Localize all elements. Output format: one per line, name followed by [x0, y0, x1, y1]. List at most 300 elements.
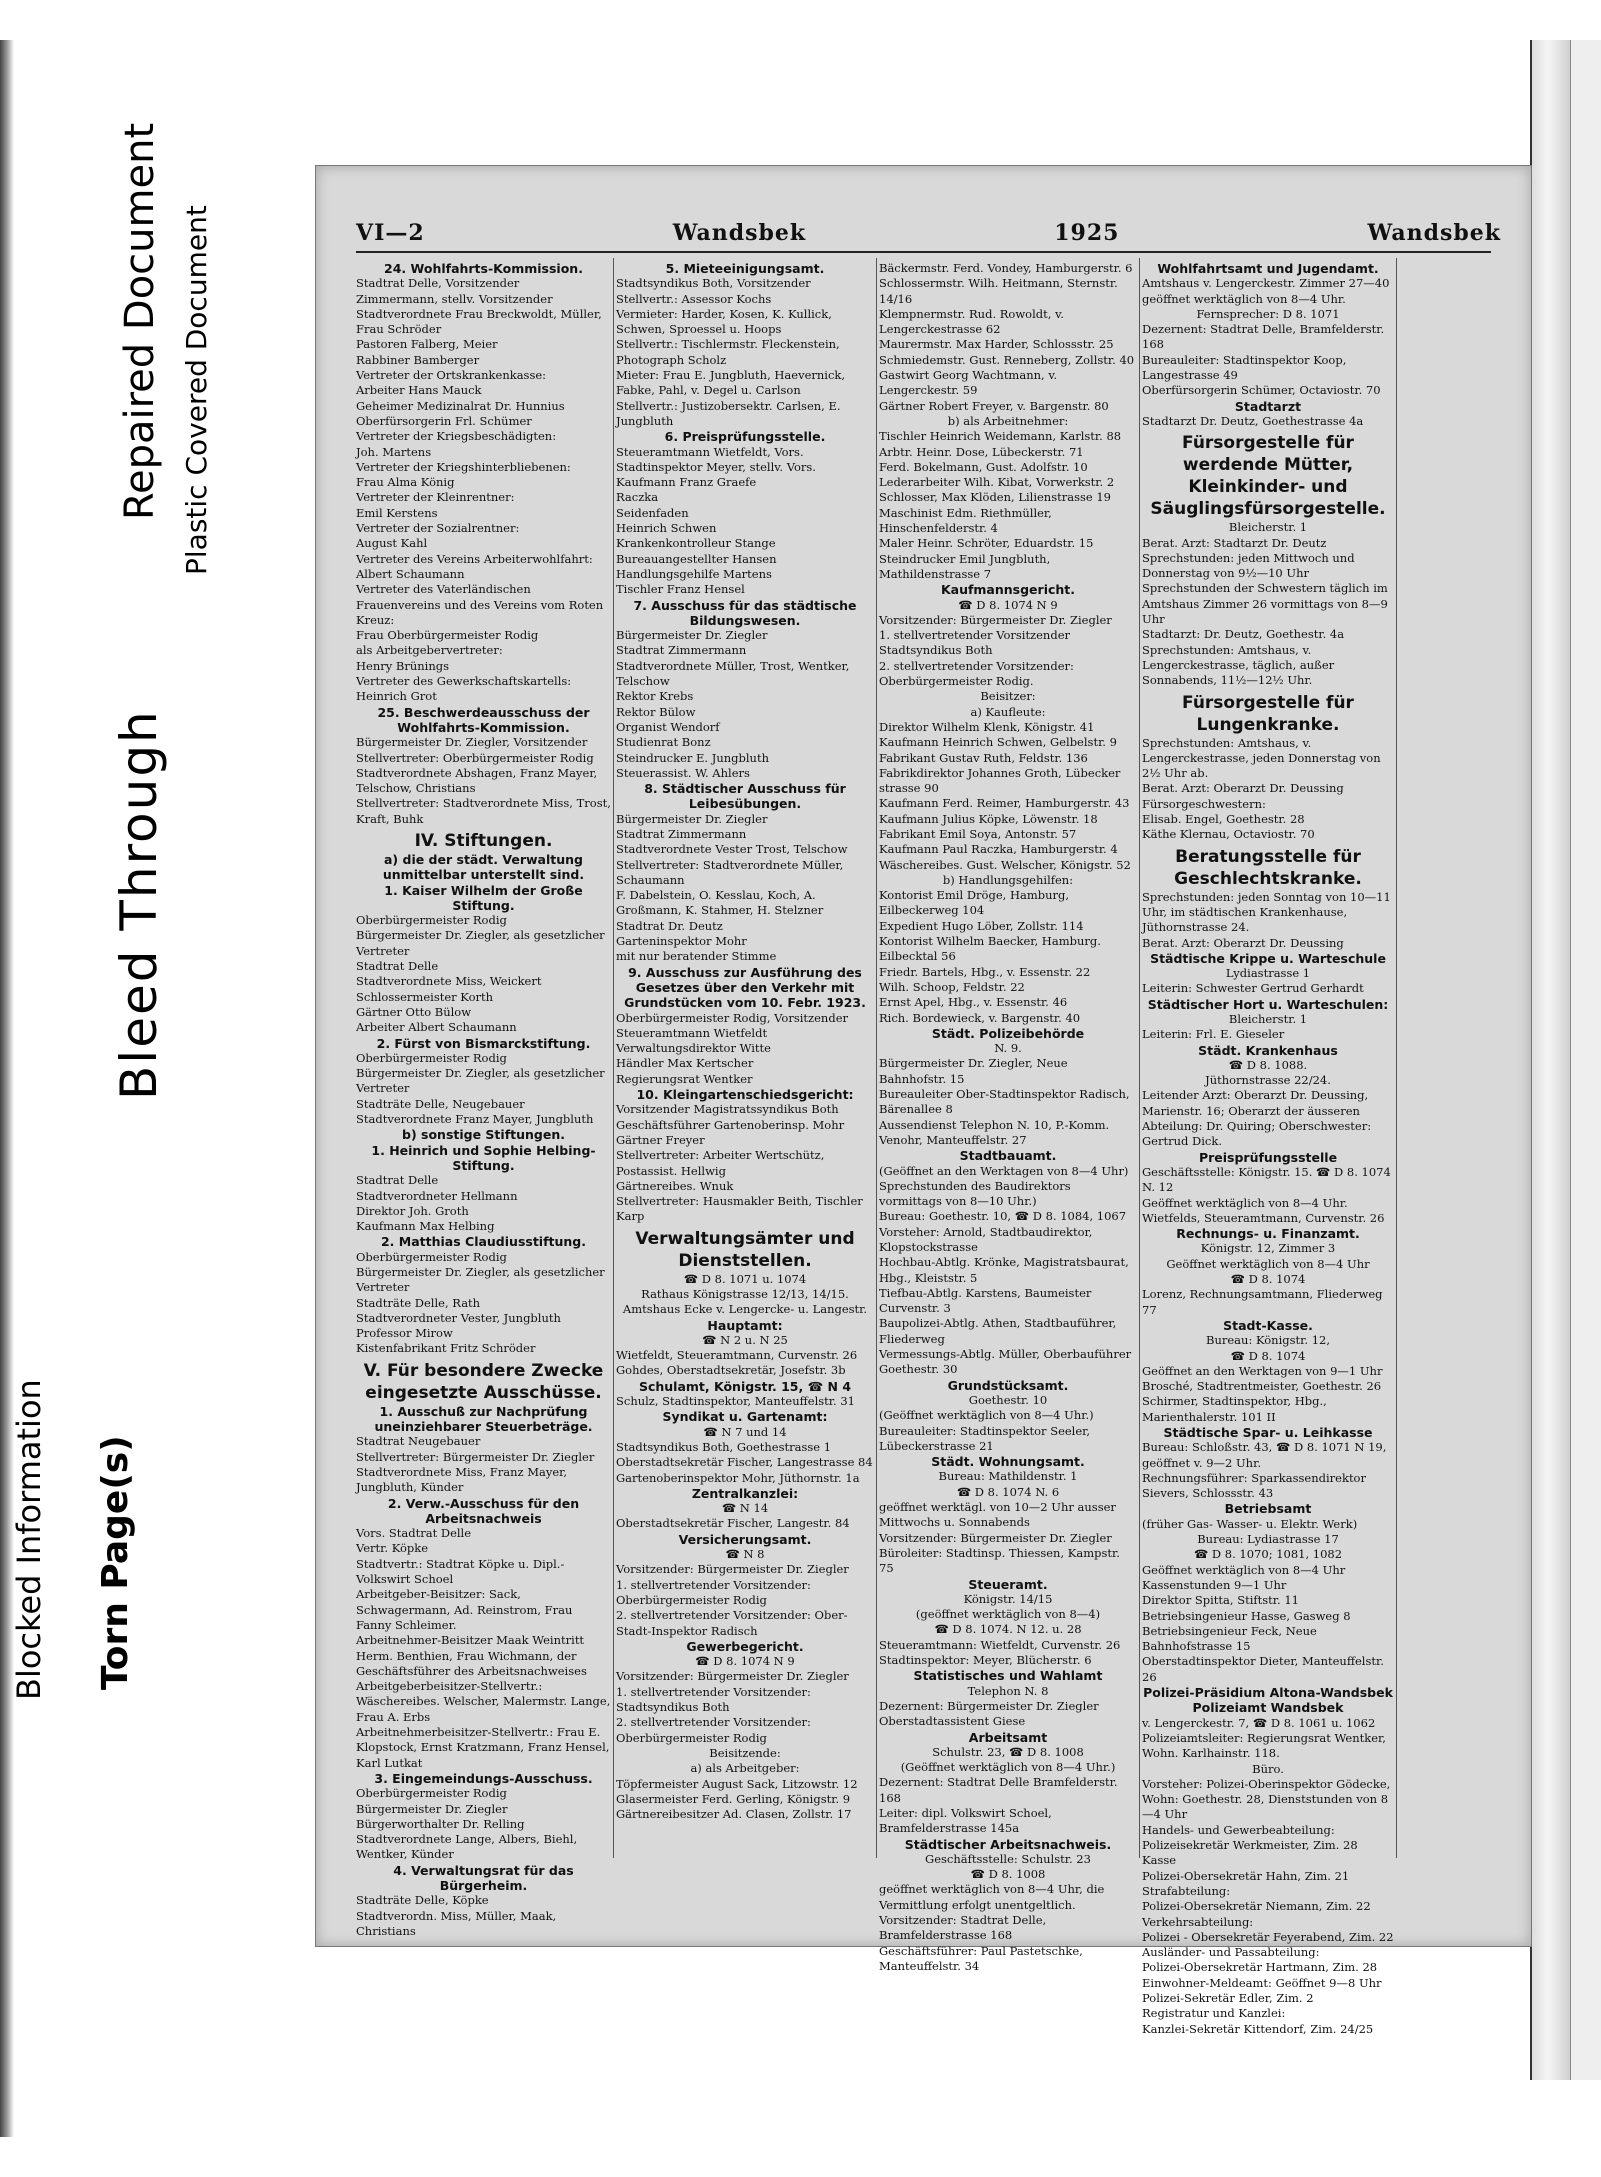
directory-entry: Stadtrat Zimmermann [616, 826, 747, 841]
directory-entry: Stadtrat Zimmermann [616, 643, 747, 658]
directory-entry: Polizei - Obersekretär Feyerabend, Zim. 22 [1142, 1929, 1394, 1944]
directory-entry: Mieter: Frau E. Jungbluth, Haevernick, Fabke, Pahl, v. Degel u. Carlson [616, 368, 846, 398]
directory-entry: Bureauleiter: Stadtinspektor Koop, Langestrasse 49 [1142, 352, 1347, 383]
label-bleed-through: Bleed Through [110, 709, 168, 1100]
directory-entry: Geheimer Medizinalrat Dr. Hunnius [356, 398, 565, 413]
directory-entry: Oberbürgermeister Rodig [356, 1786, 507, 1801]
directory-entry: als Arbeitgebervertreter: [356, 643, 503, 658]
directory-entry: Lorenz, Rechnungsamtmann, Fliederweg 77 [1142, 1287, 1383, 1317]
directory-entry: Geöffnet an den Werktagen von 9—1 Uhr [1142, 1363, 1383, 1378]
directory-entry: Stadtrat Delle, Vorsitzender [356, 276, 520, 291]
centered-line: ☎ D 8. 1008 [970, 1867, 1046, 1882]
directory-entry: Bäckermstr. Ferd. Vondey, Hamburgerstr. 6 [879, 261, 1133, 275]
section-heading: 1. Heinrich und Sophie Helbing-Stiftung. [371, 1142, 596, 1173]
directory-entry: Geöffnet werktäglich von 8—4 Uhr. [1142, 1195, 1348, 1210]
header-place-left: Wandsbek [672, 220, 807, 246]
binding-edge [1570, 40, 1601, 2080]
directory-entry: Direktor Joh. Groth [356, 1203, 469, 1218]
directory-entry: Strafabteilung: [1142, 1883, 1231, 1898]
directory-entry: Steueramtmann Wietfeldt, Vors. [616, 444, 804, 459]
directory-entry: 2. stellvertretender Vorsitzender: Oberbürgermeister Rodig [616, 1715, 811, 1745]
directory-entry: Stadtverordnete Miss, Franz Mayer, Jungbluth, Künder [356, 1464, 568, 1495]
directory-entry: Heinrich Schwen [616, 521, 717, 536]
section-heading: 2. Fürst von Bismarckstiftung. [376, 1035, 591, 1051]
directory-entry: Stadtverordneter Vester, Jungbluth [356, 1310, 561, 1325]
section-heading: 6. Preisprüfungsstelle. [664, 429, 826, 445]
directory-entry: Friedr. Bartels, Hbg., v. Essenstr. 22 [879, 964, 1091, 979]
column-divider [613, 258, 614, 1858]
section-heading: 7. Ausschuss für das städtische Bildungswesen. [633, 597, 857, 628]
directory-entry: Betriebsingenieur Feck, Neue Bahnhofstrasse 15 [1142, 1623, 1317, 1654]
section-heading: Stadtarzt [1234, 398, 1302, 414]
column-divider [1139, 258, 1140, 1858]
centered-line: ☎ D 8. 1070; 1081, 1082 [1193, 1547, 1343, 1562]
directory-entry: Garteninspektor Mohr [616, 934, 747, 949]
directory-entry: Gärtner Freyer [616, 1132, 705, 1147]
centered-line: Telephon N. 8 [967, 1683, 1049, 1698]
centered-line: ☎ D 8. 1074. N 12. u. 28 [934, 1622, 1082, 1637]
directory-entry: Direktor Spitta, Stiftstr. 11 [1142, 1593, 1299, 1608]
section-heading: 25. Beschwerdeausschuss der Wohlfahrts-Kommission. [377, 704, 590, 735]
directory-entry: Bureau: Goethestr. 10, ☎ D 8. 1084, 1067 [879, 1209, 1127, 1224]
directory-entry: Gärtner Robert Freyer, v. Bargenstr. 80 [879, 398, 1109, 413]
directory-entry: Stellvertr.: Assessor Kochs [616, 291, 772, 306]
directory-entry: 2. stellvertretender Vorsitzender: Oberbürgermeister Rodig. [879, 658, 1074, 689]
directory-entry: Verwaltungsdirektor Witte [616, 1041, 771, 1056]
directory-entry: Wietfeldt, Steueramtmann, Curvenstr. 26 [616, 1348, 858, 1363]
directory-entry: Stellvertreter: Stadtverordnete Müller, Schaumann [616, 857, 844, 887]
section-heading: Statistisches und Wahlamt [913, 1668, 1103, 1684]
directory-entry: Kontorist Wilhelm Baecker, Hamburg. Eilbecktal 56 [879, 934, 1101, 964]
directory-entry: Kistenfabrikant Fritz Schröder [356, 1341, 536, 1356]
centered-line: Schulstr. 23, ☎ D 8. 1008 [932, 1744, 1084, 1759]
centered-line: ☎ D 8. 1074 [1230, 1348, 1306, 1363]
centered-line: Amtshaus Ecke v. Lengercke- u. Langestr. [622, 1302, 868, 1317]
section-heading: Fürsorgestelle für werdende Mütter, Kleinkinder- und Säuglingsfürsorgestelle. [1150, 433, 1386, 520]
directory-entry: Leiter: dipl. Volkswirt Schoel, Bramfelderstrasse 145a [879, 1805, 1052, 1836]
directory-entry: Gärtnereibes. Wnuk [616, 1178, 734, 1193]
binding-shadow [0, 40, 14, 2137]
directory-entry: Bürgermeister Dr. Ziegler, Vorsitzender [356, 735, 588, 750]
centered-line: ☎ N 14 [721, 1501, 769, 1516]
directory-entry: Oberfürsorgerin Frl. Schümer [356, 413, 532, 428]
section-heading: Grundstücksamt. [947, 1377, 1069, 1393]
directory-entry: Stadtverordnete Abshagen, Franz Mayer, Telschow, Christians [356, 765, 598, 796]
label-torn-pages: Torn Page(s) [95, 1435, 136, 1690]
section-heading: Wohlfahrtsamt und Jugendamt. [1157, 261, 1379, 276]
centered-line: ☎ D 8. 1071 u. 1074 [683, 1271, 807, 1286]
directory-entry: Lederarbeiter Wilh. Kibat, Vorwerkstr. 2 [879, 475, 1115, 490]
directory-entry: Vors. Stadtrat Delle [356, 1526, 472, 1541]
directory-entry: Pastoren Falberg, Meier [356, 337, 498, 352]
centered-line: Lydiastrasse 1 [1225, 966, 1311, 981]
directory-entry: v. Lengerckestr. 7, ☎ D 8. 1061 u. 1062 [1142, 1715, 1376, 1730]
centered-line: ☎ N 2 u. N 25 [702, 1332, 788, 1347]
directory-entry: Kaufmann Franz Graefe [616, 475, 757, 490]
centered-line: Bleicherstr. 1 [1228, 520, 1308, 535]
directory-entry: Bürgermeister Dr. Ziegler, Neue Bahnhofstr. 15 [879, 1056, 1068, 1086]
directory-entry: Berat. Arzt: Oberarzt Dr. Deussing [1142, 781, 1344, 796]
directory-entry: Gärtner Otto Bülow [356, 1004, 472, 1019]
directory-entry: Kaufmann Heinrich Schwen, Gelbelstr. 9 [879, 735, 1117, 750]
directory-entry: Oberstadtsekretär Fischer, Langestr. 84 [616, 1516, 850, 1531]
directory-entry: Stadträte Delle, Rath [356, 1295, 481, 1310]
section-heading: Stadtbauamt. [959, 1148, 1057, 1164]
section-heading: 2. Verw.-Ausschuss für den Arbeitsnachweis [387, 1495, 580, 1526]
section-heading: Städt. Wohnungsamt. [931, 1454, 1085, 1470]
directory-entry: Fürsorgeschwestern: [1142, 796, 1266, 811]
directory-entry: Arbeitgeber-Beisitzer: Sack, Schwagermann, Ad. Reinstrom, Frau Fanny Schleimer. [356, 1587, 573, 1632]
directory-entry: Stadtrat Delle [356, 1173, 439, 1188]
centered-line: ☎ D 8. 1074 N 9 [695, 1654, 795, 1669]
directory-entry: Büroleiter: Stadtinsp. Thiessen, Kampstr. 75 [879, 1545, 1120, 1576]
directory-entry: Sprechstunden: jeden Sonntag von 10—11 Uhr, im städtischen Krankenhause, Jüthornstrasse 24. [1142, 889, 1391, 935]
directory-entry: Gärtnereibesitzer Ad. Clasen, Zollstr. 17 [616, 1807, 852, 1822]
directory-entry: Vorsteher: Arnold, Stadtbaudirektor, Klopstockstrasse [879, 1224, 1093, 1254]
directory-entry: Oberbürgermeister Rodig, Vorsitzender [616, 1010, 848, 1025]
column-4 [1142, 261, 1394, 2036]
directory-entry: Kaufmann Julius Köpke, Löwenstr. 18 [879, 811, 1098, 826]
section-heading: Steueramt. [968, 1576, 1048, 1592]
directory-entry: Geschäftsstelle: Königstr. 15. ☎ D 8. 1074 N. 12 [1142, 1164, 1391, 1195]
centered-line: Beisitzende: [709, 1745, 781, 1760]
header-year: 1925 [1054, 220, 1120, 246]
directory-entry: Rich. Bordewieck, v. Bargenstr. 40 [879, 1010, 1081, 1025]
centered-line: Königstr. 14/15 [963, 1591, 1053, 1606]
directory-entry: Händler Max Kertscher [616, 1056, 754, 1071]
section-heading: 4. Verwaltungsrat für das Bürgerheim. [393, 1862, 574, 1893]
directory-entry: Arbeitnehmerbeisitzer-Stellvertr.: Frau E. Klopstock, Ernst Kratzmann, Franz Hensel, Karl Lutkat [356, 1725, 610, 1770]
centered-line: Beisitzer: [980, 689, 1036, 704]
directory-entry: Tiefbau-Abtlg. Karstens, Baumeister Curvenstr. 3 [879, 1285, 1092, 1316]
directory-entry: Steindrucker Emil Jungbluth, Mathildenstrasse 7 [879, 551, 1051, 581]
directory-entry: Handlungsgehilfe Martens [616, 566, 772, 581]
directory-entry: Schlossermeister Korth [356, 989, 494, 1004]
condition-labels [10, 122, 325, 1700]
directory-entry: mit nur beratender Stimme [616, 949, 777, 964]
section-heading: 24. Wohlfahrts-Kommission. [384, 261, 583, 276]
directory-entry: Polizeiamtsleiter: Regierungsrat Wentker, Wohn. Karlhainstr. 118. [1142, 1730, 1386, 1761]
directory-entry: Arbtr. Heinr. Dose, Lübeckerstr. 71 [879, 444, 1084, 459]
centered-line: Bureau: Königstr. 12, [1206, 1333, 1330, 1348]
directory-entry: Regierungsrat Wentker [616, 1071, 753, 1086]
directory-entry: 1. stellvertretender Vorsitzender: Stadtsyndikus Both [616, 1684, 811, 1715]
directory-entry: Stadtinspektor: Meyer, Blücherstr. 6 [879, 1653, 1092, 1668]
directory-entry: Bürgermeister Dr. Ziegler, als gesetzlicher Vertreter [356, 928, 605, 958]
centered-line: (geöffnet werktäglich von 8—4) [915, 1607, 1101, 1622]
centered-line: ☎ D 8. 1074 N 9 [958, 597, 1058, 612]
directory-entry: Aussendienst Telephon N. 10, P.-Komm. Venohr, Manteuffelstr. 27 [879, 1117, 1110, 1147]
directory-entry: Brosché, Stadtrentmeister, Goethestr. 26 [1142, 1379, 1382, 1394]
section-heading: 9. Ausschuss zur Ausführung des Gesetzes über den Verkehr mit Grundstücken vom 10. Febr. 1923. [624, 964, 866, 1011]
centered-line: ☎ N 7 und 14 [703, 1424, 787, 1439]
directory-entry: geöffnet werktäglich von 8—4 Uhr, die Vermittlung erfolgt unentgeltlich. [879, 1882, 1105, 1912]
directory-entry: Bureauleiter: Stadtinspektor Seeler, Lübeckerstrasse 21 [879, 1423, 1091, 1453]
centered-line: b) als Arbeitnehmer: [947, 413, 1069, 428]
centered-line: Bureau: Lydiastrasse 17 [1197, 1532, 1339, 1547]
centered-line: ☎ N 8 [725, 1547, 765, 1562]
page-number: VI—2 [356, 220, 425, 246]
directory-entry: Polizeisekretär Werkmeister, Zim. 28 [1142, 1838, 1358, 1853]
directory-entry: Wilh. Schoop, Feldstr. 22 [879, 979, 1025, 994]
directory-entry: Arbeitgeberbeisitzer-Stellvertr.: Wäschereibes. Welscher, Malermstr. Lange, Frau A. Erbs [356, 1679, 611, 1724]
directory-entry: Klempnermstr. Rud. Rowoldt, v. Lengerckestrasse 62 [879, 306, 1064, 337]
directory-entry: Steueramtmann Wietfeldt [616, 1025, 768, 1040]
directory-entry: Kaufmann Ferd. Reimer, Hamburgerstr. 43 [879, 796, 1130, 811]
centered-line: Bleicherstr. 1 [1228, 1011, 1308, 1026]
directory-entry: Registratur und Kanzlei: [1142, 2006, 1286, 2021]
centered-line: Königstr. 12, Zimmer 3 [1200, 1241, 1336, 1256]
header-rule [356, 251, 1491, 253]
page-header [356, 218, 1501, 248]
centered-line: Geöffnet werktäglich von 8—4 Uhr [1166, 1256, 1370, 1271]
directory-entry: Oberfürsorgerin Schümer, Octaviostr. 70 [1142, 383, 1381, 398]
directory-entry: Leiterin: Schwester Gertrud Gerhardt [1142, 981, 1364, 996]
directory-entry: Gastwirt Georg Wachtmann, v. Lengerckestr. 59 [879, 368, 1058, 398]
directory-entry: Stellvertreter: Oberbürgermeister Rodig [356, 750, 594, 765]
directory-entry: Vertreter der Kleinrentner: [356, 490, 515, 505]
directory-entry: Stadtverordnete Miss, Weickert [356, 974, 542, 989]
directory-entry: Dezernent: Stadtrat Delle Bramfelderstr. 168 [879, 1775, 1118, 1805]
section-heading: Gewerbegericht. [686, 1638, 804, 1654]
directory-entry: Bureauangestellter Hansen [616, 551, 777, 566]
directory-entry: Stadtarzt Dr. Deutz, Goethestrasse 4a [1142, 413, 1364, 428]
section-heading: Hauptamt: [707, 1317, 783, 1333]
directory-entry: Raczka [616, 490, 659, 505]
directory-entry: Bürgermeister Dr. Ziegler [356, 1801, 508, 1816]
directory-entry: Polizei-Obersekretär Niemann, Zim. 22 [1142, 1899, 1371, 1914]
header-place-right: Wandsbek [1367, 220, 1501, 246]
section-heading: Rechnungs- u. Finanzamt. [1176, 1226, 1360, 1242]
directory-entry: Gartenoberinspektor Mohr, Jüthornstr. 1a [616, 1470, 860, 1485]
directory-entry: Bürgermeister Dr. Ziegler [616, 628, 768, 643]
directory-entry: 1. stellvertretender Vorsitzender Stadtsyndikus Both [879, 628, 1070, 658]
directory-entry: Wietfelds, Steueramtmann, Curvenstr. 26 [1142, 1210, 1385, 1225]
directory-entry: Zimmermann, stellv. Vorsitzender [356, 291, 553, 306]
directory-entry: Albert Schaumann [356, 566, 465, 581]
section-heading: a) die der städt. Verwaltung unmittelbar unterstellt sind. [382, 851, 585, 883]
centered-line: a) Kaufleute: [970, 704, 1046, 719]
section-heading: 8. Städtischer Ausschuss für Leibesübungen. [644, 781, 846, 812]
directory-entry: Töpfermeister August Sack, Litzowstr. 12 [616, 1776, 858, 1791]
directory-entry: (Geöffnet an den Werktagen von 8—4 Uhr) Sprechstunden des Baudirektors vormittags von 8—10 Uhr.) [879, 1163, 1129, 1209]
directory-entry: Polizei-Obersekretär Hartmann, Zim. 28 [1142, 1960, 1378, 1975]
directory-entry: Stadtinspektor Meyer, stellv. Vors. [616, 459, 816, 474]
directory-entry: 2. stellvertretender Vorsitzender: Ober-Stadt-Inspektor Radisch [616, 1608, 848, 1638]
directory-entry: Arbeitnehmer-Beisitzer Maak Weintritt Herm. Benthien, Frau Wichmann, der Geschäftsführer des Arbeitsnachweises [356, 1633, 587, 1678]
directory-entry: Stadtarzt: Dr. Deutz, Goethestr. 4a [1142, 627, 1345, 642]
directory-entry: Schmiedemstr. Gust. Renneberg, Zollstr. 40 [879, 352, 1135, 367]
section-heading: Zentralkanzlei: [691, 1485, 799, 1501]
directory-entry: Stadtsyndikus Both, Goethestrasse 1 [616, 1439, 832, 1454]
directory-entry: Vertreter der Ortskrankenkasse: [356, 368, 547, 383]
section-heading: 3. Eingemeindungs-Ausschuss. [374, 1770, 593, 1786]
directory-entry: Henry Brünings [356, 658, 449, 673]
directory-entry: Sprechstunden: Amtshaus, v. Lengerckestrasse, jeden Donnerstag von 2½ Uhr ab. [1142, 735, 1381, 781]
section-heading: Verwaltungsämter und Dienststellen. [635, 1228, 855, 1271]
directory-entry: Vertr. Köpke [356, 1541, 429, 1556]
section-heading: Polizeiamt Wandsbek [1192, 1700, 1344, 1716]
column-divider [876, 258, 877, 1858]
section-heading: IV. Stiftungen. [414, 830, 553, 851]
centered-line: Bureau: Mathildenstr. 1 [938, 1469, 1078, 1484]
directory-entry: Stadtrat Neugebauer [356, 1434, 481, 1449]
directory-entry: Stadtsyndikus Both, Vorsitzender [616, 276, 811, 291]
centered-line: Fernsprecher: D 8. 1071 [1196, 306, 1340, 321]
directory-entry: Fabrikant Emil Soya, Antonstr. 57 [879, 826, 1077, 841]
section-heading: V. Für besondere Zwecke eingesetzte Ausschüsse. [363, 1360, 604, 1403]
directory-entry: Vertreter der Kriegsbeschädigten: [356, 429, 557, 444]
section-heading: Stadt-Kasse. [1223, 1317, 1313, 1333]
directory-entry: Stadtverordnete Lange, Albers, Biehl, Wentker, Künder [356, 1832, 578, 1862]
section-heading: 1. Ausschuß zur Nachprüfung uneinziehbarer Steuerbeträge. [374, 1403, 593, 1435]
directory-entry: Vertreter des Vaterländischen Frauenvereins und des Vereins vom Roten Kreuz: [356, 582, 604, 627]
directory-entry: Oberstadtsekretär Fischer, Langestrasse 84 [616, 1455, 873, 1470]
directory-entry: Dezernent: Stadtrat Delle, Bramfelderstr. 168 [1142, 322, 1385, 352]
directory-entry: Tischler Heinrich Weidemann, Karlstr. 88 [879, 429, 1122, 444]
section-heading: Schulamt, Königstr. 15, ☎ N 4 [638, 1378, 852, 1394]
section-heading: 10. Kleingartenschiedsgericht: [636, 1087, 854, 1103]
directory-entry: geöffnet werktägl. von 10—2 Uhr ausser Mittwochs u. Sonnabends [879, 1500, 1116, 1530]
column-2 [616, 261, 874, 1861]
centered-line: ☎ D 8. 1074 [1230, 1272, 1306, 1287]
directory-entry: Professor Mirow [356, 1326, 453, 1341]
directory-entry: Heinrich Grot [356, 689, 437, 704]
directory-entry: Käthe Klernau, Octaviostr. 70 [1142, 827, 1315, 842]
directory-entry: Stellvertreter: Bürgermeister Dr. Ziegler [356, 1449, 595, 1464]
directory-entry: Stadtverordn. Miss, Müller, Maak, Christians [356, 1908, 557, 1938]
directory-entry: Vorsteher: Polizei-Oberinspektor Gödecke, Wohn: Goethestr. 28, Dienststunden von 8—4 Uhr [1142, 1776, 1391, 1822]
centered-line: ☎ D 8. 1074 N. 6 [956, 1484, 1060, 1499]
directory-entry: Schulz, Stadtinspektor, Manteuffelstr. 31 [616, 1394, 855, 1409]
section-heading: Städt. Krankenhaus [1198, 1042, 1338, 1058]
directory-entry: Stadtrat Delle [356, 959, 439, 974]
directory-entry: Kasse [1142, 1853, 1177, 1868]
section-heading: Städtische Spar- u. Leihkasse [1163, 1425, 1373, 1440]
directory-entry: Rechnungsführer: Sparkassendirektor Sievers, Schlossstr. 43 [1142, 1470, 1366, 1501]
section-heading: b) sonstige Stiftungen. [402, 1127, 565, 1143]
centered-line: Jüthornstrasse 22/24. [1205, 1073, 1331, 1088]
section-heading: Versicherungsamt. [678, 1531, 812, 1547]
directory-entry: Vertreter der Kriegshinterbliebenen: [356, 459, 571, 474]
directory-entry: Stellvertreter: Stadtverordnete Miss, Trost, Kraft, Buhk [356, 796, 611, 826]
directory-entry: Schlossermstr. Wilh. Heitmann, Sternstr. 14/16 [879, 276, 1118, 306]
column-divider [1396, 258, 1397, 1858]
directory-entry: Berat. Arzt: Oberarzt Dr. Deussing [1142, 935, 1344, 950]
directory-entry: Stadtverordnete Vester Trost, Telschow [616, 842, 848, 857]
section-heading: Städtischer Hort u. Warteschulen: [1147, 996, 1389, 1012]
section-heading: 2. Matthias Claudiusstiftung. [380, 1234, 586, 1250]
directory-entry: Stadtrat Dr. Deutz [616, 918, 723, 933]
section-heading: Polizei-Präsidium Altona-Wandsbek [1143, 1685, 1393, 1701]
directory-entry: Vertreter des Gewerkschaftskartells: [356, 674, 572, 689]
directory-entry: Bürgermeister Dr. Ziegler, als gesetzlicher Vertreter [356, 1066, 605, 1096]
centered-line: b) Handlungsgehilfen: [942, 872, 1074, 887]
centered-line: (Geöffnet werktäglich von 8—4 Uhr.) [900, 1760, 1116, 1775]
directory-entry: Arbeiter Hans Mauck [356, 383, 482, 398]
directory-entry: Leiterin: Frl. E. Gieseler [1142, 1027, 1285, 1042]
directory-entry: Glasermeister Ferd. Gerling, Königstr. 9 [616, 1791, 851, 1806]
directory-page [315, 165, 1532, 2036]
directory-entry: 1. stellvertretender Vorsitzender: Oberbürgermeister Rodig [616, 1577, 811, 1607]
directory-entry: Bürgermeister Dr. Ziegler [616, 811, 768, 826]
directory-entry: Verkehrsabteilung: [1142, 1914, 1254, 1929]
directory-entry: Vorsitzender: Bürgermeister Dr. Ziegler [879, 612, 1112, 627]
directory-entry: Stadträte Delle, Köpke [356, 1893, 489, 1908]
directory-entry: Baupolizei-Abtlg. Athen, Stadtbauführer, Fliederweg [879, 1316, 1117, 1346]
label-plastic-covered: Plastic Covered Document [180, 205, 213, 575]
directory-entry: Polizei-Obersekretär Hahn, Zim. 21 [1142, 1868, 1350, 1883]
directory-entry: Stellvertreter: Hausmakler Beith, Tischler Karp [616, 1194, 863, 1224]
directory-entry: Frau Oberbürgermeister Rodig [356, 628, 539, 643]
directory-entry: Geschäftsführer: Paul Pastetschke, Manteuffelstr. 34 [879, 1943, 1083, 1973]
directory-entry: Stadtverordnete Frau Breckwoldt, Müller, Frau Schröder [356, 306, 602, 337]
directory-entry: Maschinist Edm. Riethmüller, Hinschenfelderstr. 4 [879, 505, 1052, 536]
section-heading: Städt. Polizeibehörde [931, 1025, 1085, 1041]
directory-entry: Schirmer, Stadtinspektor, Hbg., Marienthalerstr. 101 II [1142, 1394, 1327, 1424]
label-repaired-document: Repaired Document [117, 122, 163, 520]
directory-entry: Expedient Hugo Löber, Zollstr. 114 [879, 918, 1084, 933]
directory-entry: Kanzlei-Sekretär Kittendorf, Zim. 24/25 [1142, 2021, 1374, 2036]
directory-entry: Bürgermeister Dr. Ziegler, als gesetzlicher Vertreter [356, 1265, 605, 1295]
directory-entry: Sprechstunden: jeden Mittwoch und Donnerstag von 9½—10 Uhr [1142, 550, 1355, 581]
section-heading: 5. Mieteeinigungsamt. [665, 261, 825, 276]
directory-entry: Schlosser, Max Klöden, Lilienstrasse 19 [879, 490, 1111, 505]
directory-entry: Betriebsingenieur Hasse, Gasweg 8 [1142, 1608, 1351, 1623]
centered-line: Geschäftsstelle: Schulstr. 23 [925, 1851, 1091, 1866]
centered-line: a) als Arbeitgeber: [690, 1761, 800, 1776]
directory-entry: Vorsitzender: Bürgermeister Dr. Ziegler [879, 1530, 1112, 1545]
directory-entry: Vermessungs-Abtlg. Müller, Oberbauführer Goethestr. 30 [879, 1347, 1132, 1377]
directory-entry: Elisab. Engel, Goethestr. 28 [1142, 812, 1305, 827]
section-heading: 1. Kaiser Wilhelm der Große Stiftung. [384, 882, 583, 913]
directory-entry: Hochbau-Abtlg. Krönke, Magistratsbaurat, Hbg., Kleiststr. 5 [879, 1255, 1129, 1285]
directory-entry: Fabrikant Gustav Ruth, Feldstr. 136 [879, 750, 1088, 765]
directory-entry: Emil Kerstens [356, 505, 438, 520]
directory-entry: Stadträte Delle, Neugebauer [356, 1096, 525, 1111]
directory-entry: Oberbürgermeister Rodig [356, 913, 507, 928]
directory-entry: Stadtverordneter Hellmann [356, 1188, 518, 1203]
label-blocked-information: Blocked Information [10, 1379, 48, 1700]
centered-line: Rathaus Königstrasse 12/13, 14/15. [641, 1287, 849, 1301]
section-heading: Syndikat u. Gartenamt: [662, 1409, 828, 1425]
directory-entry: Kontorist Emil Dröge, Hamburg, Eilbeckerweg 104 [879, 888, 1070, 918]
directory-entry: Stellvertr.: Tischlermstr. Fleckenstein, Photograph Scholz [616, 337, 840, 367]
directory-entry: Seidenfaden [616, 505, 689, 520]
directory-entry: (Geöffnet werktäglich von 8—4 Uhr.) [879, 1408, 1094, 1423]
section-heading: Arbeitsamt [968, 1729, 1048, 1745]
directory-entry: Stellvertreter: Arbeiter Wertschütz, Postassist. Hellwig [616, 1148, 825, 1178]
directory-entry: Sprechstunden: Amtshaus, v. Lengerckestrasse, täglich, außer Sonnabends, 11½—12½ Uhr. [1142, 642, 1335, 688]
directory-entry: Stadtverordnete Franz Mayer, Jungbluth [356, 1112, 594, 1127]
directory-entry: Bureauleiter Ober-Stadtinspektor Radisch, Bärenallee 8 [879, 1087, 1130, 1117]
directory-entry: Bureau: Schloßstr. 43, ☎ D 8. 1071 N 19, geöffnet v. 9—2 Uhr. [1142, 1440, 1387, 1470]
directory-entry: Vertreter des Vereins Arbeiterwohlfahrt: [356, 551, 593, 566]
page-edge [1530, 40, 1572, 2080]
directory-entry: (früher Gas- Wasser- u. Elektr. Werk) [1142, 1516, 1358, 1531]
directory-entry: Steueramtmann: Wietfeldt, Curvenstr. 26 [879, 1637, 1121, 1652]
directory-entry: Geschäftsführer Gartenoberinsp. Mohr [616, 1117, 845, 1132]
directory-entry: Vorsitzender: Bürgermeister Dr. Ziegler [616, 1562, 849, 1577]
directory-entry: Steindrucker E. Jungbluth [616, 750, 769, 765]
directory-entry: Stellvertr.: Justizobersektr. Carlsen, E. Jungbluth [616, 398, 841, 428]
centered-line: ☎ D 8. 1088. [1228, 1057, 1308, 1072]
directory-entry: Sprechstunden der Schwestern täglich im Amtshaus Zimmer 26 vormittags von 8—9 Uhr [1142, 581, 1388, 627]
column-3 [879, 261, 1137, 1973]
directory-entry: Ferd. Bokelmann, Gust. Adolfstr. 10 [879, 459, 1088, 474]
directory-entry: Vertreter der Sozialrentner: [356, 521, 520, 536]
directory-entry: Geöffnet werktäglich von 8—4 Uhr Kassenstunden 9—1 Uhr [1142, 1562, 1346, 1592]
